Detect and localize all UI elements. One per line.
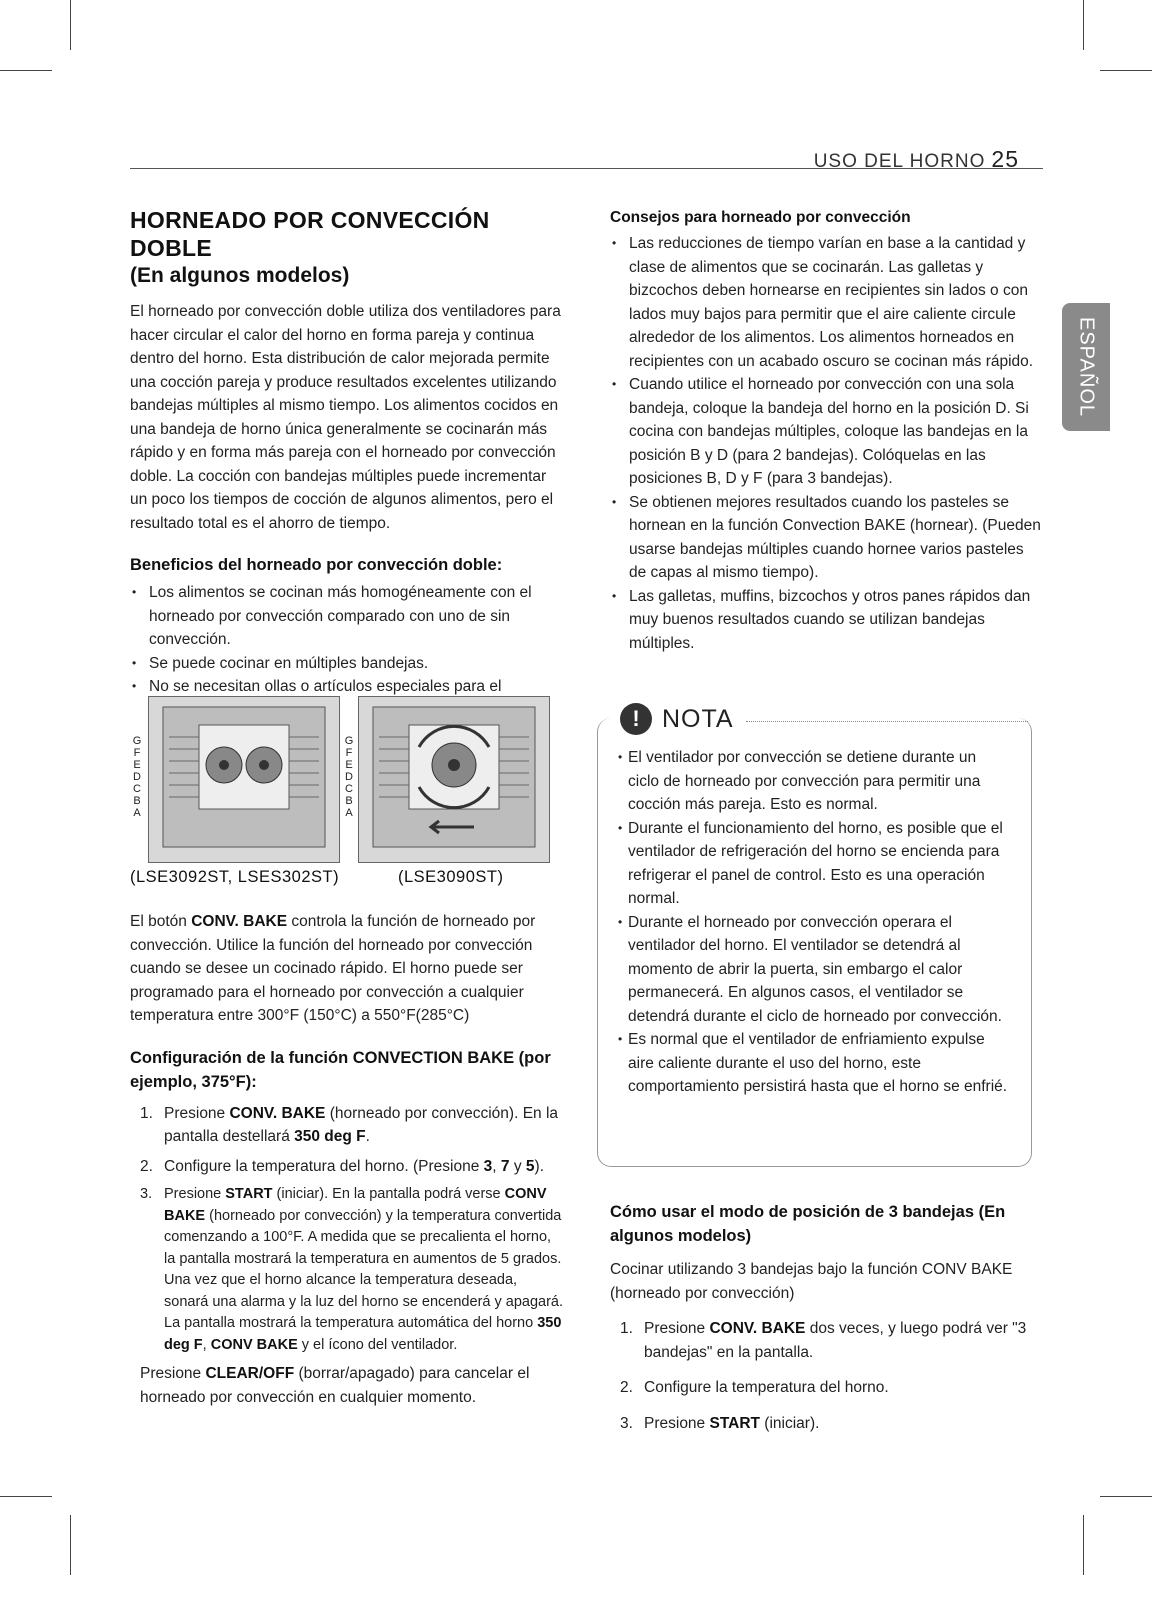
step-item [610,1412,1043,1436]
tips-list [610,232,1043,655]
rack-label: C [345,783,353,795]
note-header [608,701,1028,739]
rack-label: E [133,759,141,771]
rack-label: A [133,807,141,819]
text-run: (iniciar). En la pantalla podrá verse [272,1186,505,1202]
text-run: Configure la temperatura del horno. (Presione [164,1157,484,1175]
note-list [618,746,1010,1099]
conv-bake-paragraph [130,910,563,1028]
list-item: • Los alimentos se cocinan más homogéneamente con el horneado por convección comparado con uno de sin convección. [130,581,563,652]
left-column-top [130,206,563,722]
intro-paragraph: El horneado por convección doble utiliza dos ventiladores para hacer circular el calor del horno en forma pareja y continua dentro del horno. Esta distribución de calor mejorada permite una cocción pareja y produce resultados excelentes utilizando bandejas múltiples al mismo tiempo. Los alimentos cocidos en una bandeja de horno única generalmente se cocinarán más rápido y en forma más pareja con el horneado por convección doble. La cocción con bandejas múltiples puede incrementar un poco los tiempos de cocción de algunos alimentos, pero el resultado total es el ahorro de tiempo. [130,303,561,532]
key-name: 3 [483,1157,493,1175]
text-run: , [492,1157,501,1175]
button-name: CLEAR/OFF [205,1365,295,1382]
key-name: 5 [525,1157,535,1175]
section-title-main: HORNEADO POR CONVECCIÓN DOBLE [130,207,490,261]
crop-mark [1100,70,1152,71]
crop-mark [0,70,52,71]
text-run: Presione [140,1365,206,1382]
diagram-caption-left: (LSE3092ST, LSES302ST) [130,868,340,886]
list-item: • Las galletas, muffins, bizcochos y otros panes rápidos dan muy buenos resultados cuando se utilizan bandejas múltiples. [610,585,1043,656]
three-rack-heading: Cómo usar el modo de posición de 3 bandejas (En algunos modelos) [610,1203,1006,1245]
text-run: (horneado por convección) y la temperatura convertida comenzando a 100°F. A medida que se precalienta el horno, la pantalla mostrará la temperatura en aumentos de 5 grados. Una vez que el horno alcance la temperatura deseada, sonará una alarma y la luz del horno se encenderá y apagará. La pantalla mostrará la temperatura automática del horno [164,1207,564,1331]
list-item: • El ventilador por convección se detiene durante un ciclo de horneado por convección para permitir una cocción más pareja. Esto es normal. [618,746,1010,817]
step-item [130,1155,563,1179]
step-item [610,1317,1043,1364]
step-number: 3. [140,1186,153,1202]
display-value: 350 deg F [164,1315,562,1353]
list-item: • Durante el horneado por convección operara el ventilador del horno. El ventilador se detendrá al momento de abrir la puerta, sin embargo el calor permanecerá. En algunos casos, el ventilador se detendrá durante el ciclo de horneado por convección. [618,911,1010,1029]
crop-mark [70,1515,71,1575]
text-run: (iniciar). [760,1414,820,1432]
rack-label: B [345,795,353,807]
button-name: START [225,1186,273,1202]
rack-position-labels [130,735,144,819]
oven-diagram-single-fan [358,696,550,863]
rack-label: G [344,735,354,747]
note-content [618,746,1010,1099]
header-text [814,146,1019,173]
step-number: 1. [620,1320,633,1337]
section-title: USO DEL HORNO [813,151,986,172]
list-item: • No se necesitan ollas o artículos especiales para el [130,675,563,722]
rack-label: F [133,747,141,759]
list-item: • Durante el funcionamiento del horno, es posible que el ventilador de refrigeración del horno se encienda para refrigerar el panel de control. Esto es una operación normal. [618,817,1010,911]
oven-illustration [149,697,339,862]
exclamation-icon: ! [620,703,652,735]
section-subtitle: (En algunos modelos) [130,264,350,287]
list-item: • Las reducciones de tiempo varían en base a la cantidad y clase de alimentos que se cocinarán. Las galletas y bizcochos deben hornearse en recipientes sin lados o con lados muy bajos para permitir que el aire caliente circule alrededor de los alimentos. Los alimentos horneados en recipientes con un acabado oscuro se cocinan más rápido. [610,232,1043,373]
text-run: y [509,1157,526,1175]
step-item: 2. Configure la temperatura del horno. [610,1376,1043,1400]
list-item: • Es normal que el ventilador de enfriamiento expulse aire caliente durante el uso del horno, este comportamiento persistirá hasta que el horno se enfrié. [618,1028,1010,1099]
page-number: 25 [991,146,1019,172]
button-name: CONV. BAKE [191,913,288,930]
text-run: y el ícono del ventilador. [297,1336,458,1353]
rack-label: D [345,771,353,783]
step-item [130,1184,563,1356]
text-run: Presione [164,1104,230,1122]
text-run: controla la función de horneado por convección. Utilice la función del horneado por convección cuando se desee un cocinado rápido. El horno puede ser programado para el horneado por convección a cualquier temperatura entre 300°F (150°C) a 550°F(285°C) [130,913,536,1024]
button-name: CONV. BAKE [229,1104,326,1122]
divider [746,721,1028,722]
rack-label: G [132,735,142,747]
rack-label: C [133,783,141,795]
cancel-paragraph [130,1362,563,1409]
button-name: START [709,1414,760,1432]
text-run: (horneado por convección). En la pantalla destellará [164,1104,559,1145]
step-number: 2. [620,1379,633,1396]
left-column-bottom [130,910,563,1409]
display-value: CONV BAKE [210,1336,298,1353]
crop-mark [70,0,71,50]
text-run: , [202,1336,211,1353]
text-run: (borrar/apagado) para cancelar el horneado por convección en cualquier momento. [140,1365,530,1406]
text-run: Presione [644,1414,710,1432]
step-number: 3. [620,1414,633,1432]
step-number: 2. [140,1157,153,1175]
diagram-caption-right: (LSE3090ST) [398,868,504,886]
three-rack-steps [610,1317,1043,1435]
list-item: • Se puede cocinar en múltiples bandejas. [130,652,563,676]
three-rack-intro: Cocinar utilizando 3 bandejas bajo la función CONV BAKE (horneado por convección) [610,1261,1013,1302]
rack-position-labels [342,735,356,819]
crop-mark [1083,0,1084,50]
text-run: Presione [644,1320,710,1337]
key-name: 7 [500,1157,510,1175]
text-run: ). [534,1157,544,1175]
oven-diagram-dual-fan [148,696,340,863]
text-run: Presione [164,1186,226,1202]
rack-label: B [133,795,141,807]
rack-label: D [133,771,141,783]
display-value: 350 deg F [294,1128,366,1145]
list-item: • Cuando utilice el horneado por convección con una sola bandeja, coloque la bandeja del horno en la posición D. Si cocina con bandejas múltiples, coloque las bandejas en la posición B y D (para 2 bandejas). Colóquelas en las posiciones B, D y F (para 3 bandejas). [610,373,1043,491]
note-label: NOTA [662,705,734,733]
text-run: El botón [130,913,192,930]
config-steps [130,1102,563,1357]
language-tab-label: ESPAÑOL [1075,317,1098,417]
benefits-heading: Beneficios del horneado por convección doble: [130,556,503,574]
text-run: . [365,1128,370,1145]
oven-illustration [359,697,549,862]
right-column-bottom [610,1200,1043,1441]
crop-mark [1083,1515,1084,1575]
step-number: 1. [140,1104,153,1122]
right-column-top [610,206,1043,655]
text-run: dos veces, y luego podrá ver "3 bandejas" en la pantalla. [644,1320,1027,1361]
rack-label: A [345,807,353,819]
crop-mark [0,1496,52,1497]
tips-heading: Consejos para horneado por convección [610,209,911,226]
display-value: CONV BAKE [164,1186,547,1224]
button-name: CONV. BAKE [709,1320,806,1337]
rack-label: F [345,747,353,759]
page-header [130,146,1043,172]
list-item: • Se obtienen mejores resultados cuando los pasteles se hornean en la función Convection BAKE (hornear). (Pueden usarse bandejas múltiples cuando hornee varios pasteles de capas al mismo tiempo). [610,491,1043,585]
language-tab [1062,303,1110,431]
rack-label: E [345,759,353,771]
crop-mark [1100,1496,1152,1497]
step-item [130,1102,563,1149]
config-heading: Configuración de la función CONVECTION BAKE (por ejemplo, 375°F): [130,1048,551,1091]
